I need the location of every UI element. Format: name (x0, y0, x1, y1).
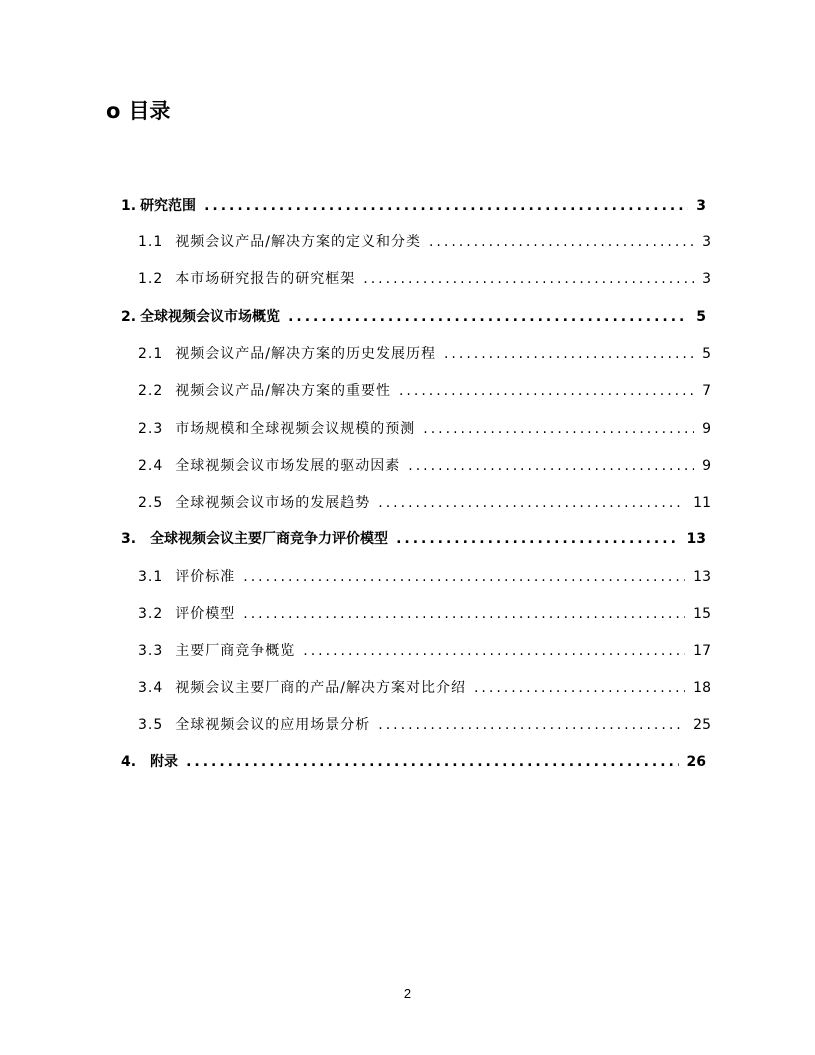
toc-entry-page: 9 (702, 458, 711, 474)
toc-leader-dots (378, 492, 685, 514)
toc-entry-2-1[interactable] (138, 343, 711, 365)
toc-entry-page: 17 (693, 643, 711, 659)
toc-heading (106, 96, 170, 126)
toc-entry-title: 视频会议产品/解决方案的历史发展历程 (175, 346, 436, 362)
toc-leader-dots (444, 343, 694, 365)
toc-entry-title: 评价模型 (175, 606, 236, 622)
toc-leader-dots (474, 677, 685, 699)
toc-leader-dots (303, 640, 685, 662)
page-number: 2 (403, 986, 412, 1001)
toc-entry-title: 本市场研究报告的研究框架 (175, 271, 356, 287)
toc-entry-page: 5 (702, 346, 711, 362)
toc-entry-number: 2.4 (138, 458, 164, 474)
toc-entry-title: 全球视频会议市场概览 (140, 309, 281, 325)
toc-entry-title: 研究范围 (140, 198, 197, 214)
toc-leader-dots (243, 603, 685, 625)
toc-entry-number: 1.1 (138, 234, 164, 250)
toc-entry-2-3[interactable] (138, 418, 711, 440)
toc-entry-page: 11 (693, 495, 711, 511)
toc-entry-3-3[interactable] (138, 640, 711, 662)
toc-entry-page: 18 (693, 680, 711, 696)
toc-leader-dots (429, 231, 694, 253)
toc-entry-number: 1. (121, 198, 137, 214)
toc-leader-dots (243, 566, 685, 588)
toc-entry-number: 4. (121, 754, 137, 770)
heading-bullet: o (106, 99, 121, 123)
toc-entry-page: 3 (702, 271, 711, 287)
toc-entry-title: 视频会议主要厂商的产品/解决方案对比介绍 (175, 680, 466, 696)
toc-leader-dots (186, 751, 678, 773)
toc-entry-number: 3. (121, 531, 137, 547)
toc-entry-title: 附录 (150, 754, 179, 770)
toc-entry-number: 2.1 (138, 346, 164, 362)
toc-entry-number: 3.5 (138, 717, 164, 733)
toc-entry-number: 2.2 (138, 383, 164, 399)
toc-entry-number: 3.3 (138, 643, 164, 659)
toc-entry-title: 视频会议产品/解决方案的定义和分类 (175, 234, 421, 250)
toc-entry-page: 3 (702, 234, 711, 250)
toc-entry-number: 1.2 (138, 271, 164, 287)
toc-title: 目录 (128, 99, 171, 123)
toc-leader-dots (378, 714, 685, 736)
toc-entry-number: 3.1 (138, 569, 164, 585)
toc-entry-2[interactable] (121, 306, 706, 328)
toc-leader-dots (396, 528, 678, 550)
toc-entry-page: 13 (693, 569, 711, 585)
toc-entry-title: 视频会议产品/解决方案的重要性 (175, 383, 391, 399)
toc-entry-1-2[interactable] (138, 268, 711, 290)
toc-entry-3-5[interactable] (138, 714, 711, 736)
toc-entry-page: 26 (686, 754, 706, 770)
toc-leader-dots (288, 306, 688, 328)
toc-entry-page: 15 (693, 606, 711, 622)
toc-entry-number: 3.4 (138, 680, 164, 696)
toc-entry-title: 全球视频会议市场发展的驱动因素 (175, 458, 401, 474)
toc-leader-dots (408, 455, 694, 477)
toc-entry-3-4[interactable] (138, 677, 711, 699)
toc-entry-page: 3 (696, 198, 706, 214)
toc-entry-page: 13 (686, 531, 706, 547)
toc-entry-1[interactable] (121, 195, 706, 217)
toc-entry-3-1[interactable] (138, 566, 711, 588)
toc-entry-page: 9 (702, 421, 711, 437)
toc-entry-title: 主要厂商竞争概览 (175, 643, 296, 659)
toc-entry-title: 全球视频会议的应用场景分析 (175, 717, 371, 733)
toc-entry-3[interactable] (121, 528, 706, 550)
toc-entry-title: 全球视频会议主要厂商竞争力评价模型 (150, 531, 389, 547)
toc-entry-number: 2. (121, 309, 137, 325)
toc-entry-title: 市场规模和全球视频会议规模的预测 (175, 421, 416, 437)
toc-entry-title: 评价标准 (175, 569, 236, 585)
toc-entry-2-5[interactable] (138, 492, 711, 514)
toc-leader-dots (399, 380, 694, 402)
toc-entry-page: 7 (702, 383, 711, 399)
toc-entry-number: 3.2 (138, 606, 164, 622)
toc-entry-2-4[interactable] (138, 455, 711, 477)
toc-leader-dots (423, 418, 694, 440)
toc-entry-3-2[interactable] (138, 603, 711, 625)
toc-leader-dots (363, 268, 694, 290)
toc-entry-1-1[interactable] (138, 231, 711, 253)
toc-entry-page: 5 (696, 309, 706, 325)
toc-entry-number: 2.3 (138, 421, 164, 437)
toc-entry-page: 25 (693, 717, 711, 733)
toc-entry-4[interactable] (121, 751, 706, 773)
toc-leader-dots (204, 195, 688, 217)
toc-entry-number: 2.5 (138, 495, 164, 511)
toc-entry-title: 全球视频会议市场的发展趋势 (175, 495, 371, 511)
toc-entry-2-2[interactable] (138, 380, 711, 402)
